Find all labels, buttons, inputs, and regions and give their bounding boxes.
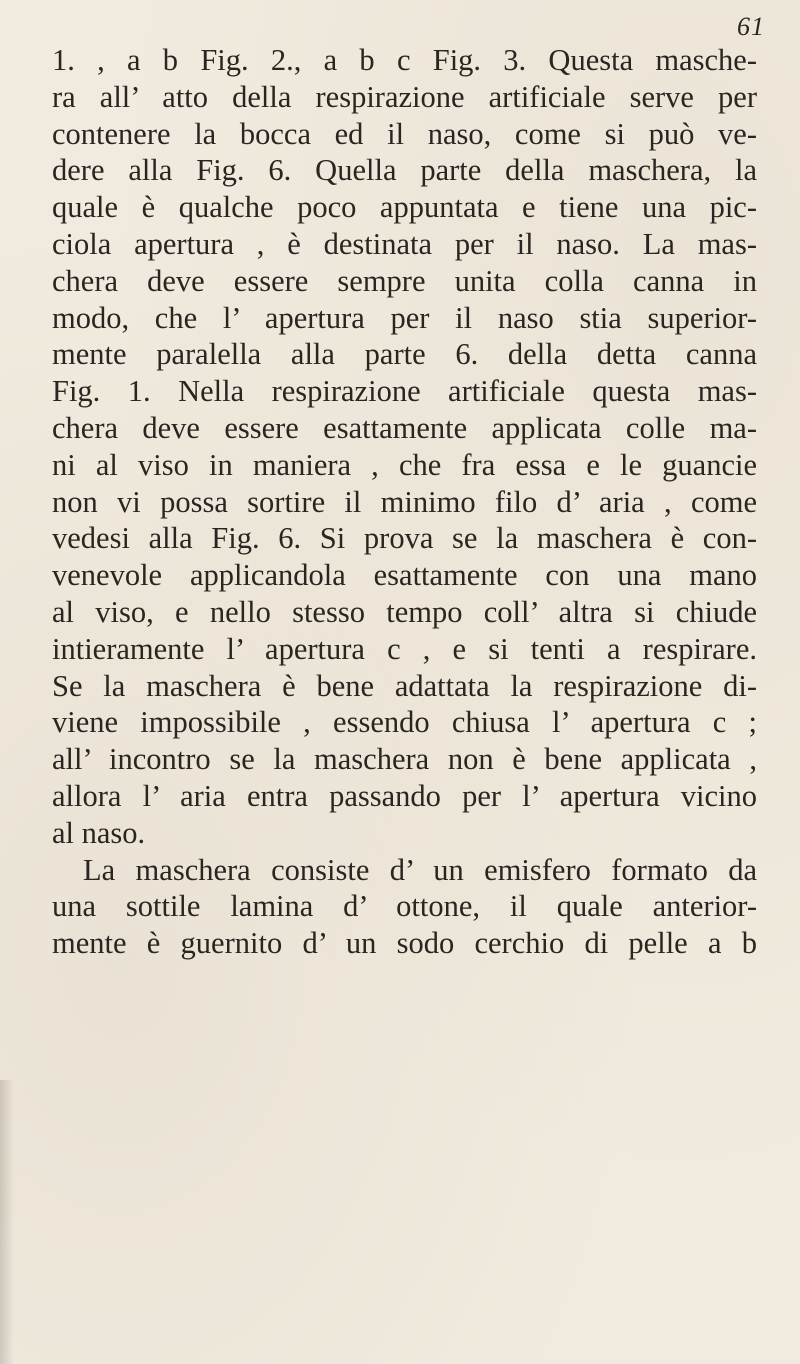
page-number: 61 [737, 12, 765, 41]
text-line: allora l’ aria entra passando per l’ apertura vicino [52, 778, 757, 813]
text-line: una sottile lamina d’ ottone, il quale anterior- [52, 889, 757, 924]
text-line: dere alla Fig. 6. Quella parte della maschera, la [52, 153, 757, 188]
body-text [52, 42, 757, 962]
text-line: Se la maschera è bene adattata la respirazione di- [52, 668, 757, 703]
text-line: viene impossibile , essendo chiusa l’ apertura c ; [52, 705, 757, 740]
text-line: intieramente l’ apertura c , e si tenti a respirare. [52, 631, 757, 666]
text-line: contenere la bocca ed il naso, come si può ve- [52, 116, 757, 151]
text-line: chera deve essere esattamente applicata colle ma- [52, 410, 757, 445]
text-line: chera deve essere sempre unita colla canna in [52, 263, 757, 298]
text-line: al viso, e nello stesso tempo coll’ altra si chiude [52, 594, 757, 629]
text-line: Fig. 1. Nella respirazione artificiale questa mas- [52, 374, 757, 409]
text-line: 1. , a b Fig. 2., a b c Fig. 3. Questa masche- [52, 43, 757, 77]
text-line: ni al viso in maniera , che fra essa e le guancie [52, 447, 757, 482]
text-line: modo, che l’ apertura per il naso stia superior- [52, 300, 757, 335]
text-line: vedesi alla Fig. 6. Si prova se la maschera è con- [52, 521, 757, 556]
text-line: non vi possa sortire il minimo filo d’ aria , come [52, 484, 757, 519]
text-line: all’ incontro se la maschera non è bene applicata , [52, 742, 757, 777]
text-line-paragraph-end: al naso. [52, 815, 146, 850]
text-line-paragraph-start: La maschera consiste d’ un emisfero formato da [83, 852, 757, 887]
page-edge-shadow [0, 1080, 14, 1364]
text-line: venevole applicandola esattamente con una mano [52, 558, 757, 593]
text-line: ciola apertura , è destinata per il naso. La mas- [52, 226, 757, 261]
text-line: mente è guernito d’ un sodo cerchio di pelle a b [52, 926, 757, 961]
text-line: ra all’ atto della respirazione artificiale serve per [52, 79, 757, 114]
text-line: quale è qualche poco appuntata e tiene una pic- [52, 190, 757, 225]
text-line: mente paralella alla parte 6. della detta canna [52, 337, 757, 372]
